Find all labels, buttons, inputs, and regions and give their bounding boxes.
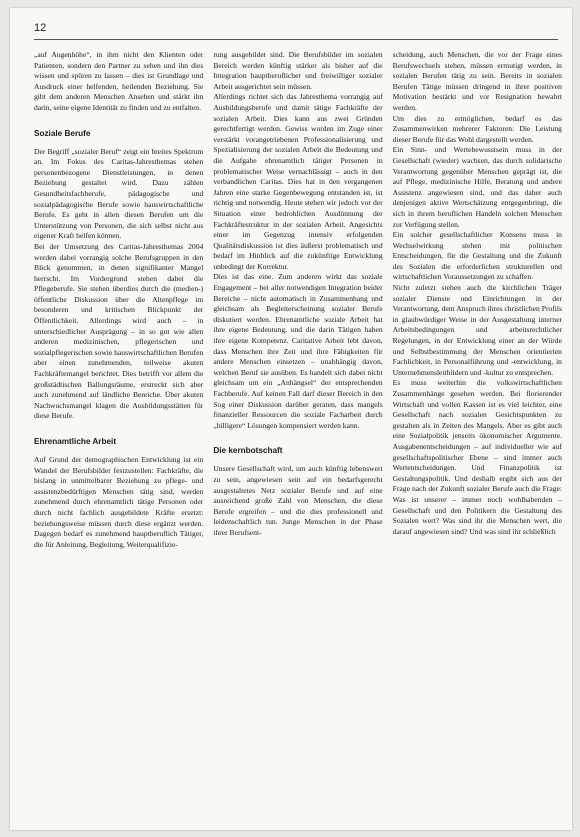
paragraph: rung ausgebildet sind. Die Berufsbilder im sozialen Bereich werden künftig stärker als bisher auf die Integration hauptberuflicher und freiwilliger sozialer Arbeit ausgerichtet sein müssen. xyxy=(213,50,383,91)
section-heading-kernbotschaft: Die kernbotschaft xyxy=(213,446,283,456)
section-heading-ehrenamtliche-arbeit: Ehrenamtliche Arbeit xyxy=(34,437,117,446)
paragraph: Nicht zuletzt stehen auch die kirchlichen Träger sozialer Dienste und Einrichtungen in der Verantwortung, dem Anspruch ihres christlichen Profils in glaubwürdiger Weise in der Ausgestaltung interner Arbeitsbedingungen und arbeitsrechtlicher Regelungen, in der Entwicklung einer an der Würde und Selbstbestimmung der Menschen orientierten Fachlichkeit, in Personalführung und -entwicklung, in Unternehmensleitbildern und -kultur zu entsprechen. xyxy=(392,283,562,377)
paragraph: scheidung, auch Menschen, die vor der Frage eines Berufswechsels stehen, müssen ermutigt werden, in sozialen Berufen tätig zu sein. Bereits in sozialen Berufen Tätige müssen dringend in ihrer positiven Motivation bestärkt und vor Resignation bewahrt werden. xyxy=(392,50,562,112)
paragraph: Es muss weiterhin die volkswirtschaftlichen Zusammenhänge gesehen werden. Bei florierender Wirtschaft und vollen Kassen ist es viel leichter, eine Gesellschaft nach sozialen Gesichtspunkten zu gestalten als in Zeiten des Mangels. Aber es gibt auch eine Sozialpolitik jenseits ökonomischer Argumente. Ausgabenentscheidungen – auf individueller wie auf gesellschaftspolitischer Ebene – sind immer auch Wertentscheidungen. Und Finanzpolitik ist Gestaltungspolitik. Und deshalb ergibt sich aus der Frage nach der Zukunft sozialer Berufe auch die Frage: Was ist unserer – immer noch wohlhabenden – Gesellschaft und den Politikern die Gestaltung des Sozialen wert? Was sind ihr die Menschen wert, die darauf angewiesen sind? Und was sind ihr schließlich xyxy=(392,378,562,536)
text-columns xyxy=(34,50,562,822)
paragraph: Allerdings richtet sich das Jahresthema vorrangig auf Ausbildungsberufe und damit tätige Fachkräfte der sozialen Arbeit. Dies kann aus zwei Gründen gerechtfertigt werden. Gewiss wurden im Zuge einer verstärkt vorangetriebenen Professionalisierung und Spezialisierung der sozialen Arbeit die Bedeutung und die Aufgabe ehrenamtlich tätiger Personen in problematischer Weise vernachlässigt – auch in den verbandlichen Caritas. Dies hat in den vergangenen Jahren eine starke Gegenbewegung entstanden ist, ist richtig und notwendig. Heute stehen wir jedoch vor der Situation einer bedrohlichen Ausdünnung der Fachkräftestruktur in der sozialen Arbeit. Angesichts einer im Gegenzug intensiv erfolgenden Qualitätsdiskussion ist dies äußerst problematisch und bedarf im Hinblick auf die zukünftige Entwicklung unbedingt der Korrektur. xyxy=(213,92,383,271)
column-1 xyxy=(34,50,203,822)
column-3 xyxy=(393,50,562,822)
document-page xyxy=(10,8,572,830)
paragraph: Bei der Umsetzung des Caritas-Jahresthemas 2004 werden dabei vorrangig solche Berufsgruppen in den Blick genommen, in denen signifikanter Mangel herrscht. Im Vordergrund stehen dabei die Pflegeberufe. Sie stehen überdies durch die (medien-) öffentliche Diskussion über die Altenpflege im besonderen und kritischen Blickpunkt der Öffentlichkeit. Allerdings wird auch – in unterschiedlicher Ausprägung – in so gut wie allen anderen medizinischen, pflegerischen und sozialpflegerischen sowie hauswirtschaftlichen Berufen aber einen zunehmenden, teilweise akuten Fachkräftemangel berichtet. Dies betrifft vor allem die großstädtischen Ballungsräume, erstreckt sich aber auch zunehmend auf ländliche Bereiche. Über akuten Nachwuchsmangel klagen die Ausbildungsstätten für diese Berufe. xyxy=(34,241,204,421)
paragraph: Ein solcher gesellschaftlicher Konsens muss in Wechselwirkung stehen mit politischen Entscheidungen, für die Gestaltung und die Zukunft des Sozialen die erforderlichen strukturellen und wirtschaftlichen Voraussetzungen zu schaffen. xyxy=(392,230,562,282)
paragraph: Unsere Gesellschaft wird, um auch künftig lebenswert zu sein, angewiesen sein auf ein bedarfsgerecht ausgestaltetes Netz sozialer Berufe und auf eine ausreichend große Zahl von Menschen, die diese Berufe ergreifen – und die dies professionell und leidenschaftlich tun. Junge Menschen in der Phase ihrer Berufsent- xyxy=(213,464,383,537)
header-rule xyxy=(34,39,558,40)
paragraph: Ein Sinn- und Wertebewusstsein muss in der Gesellschaft (wieder) wachsen, das durch solidarische Verantwortung gegenüber Menschen geprägt ist, die auf Pflege, medizinische Hilfe, Beratung und andere Assistenz angewiesen sind, und das daher auch denjenigen aktive Wertschätzung entgegenbringt, die sich in ihrem beruflichen Handeln solchen Menschen zur Verfügung stellen. xyxy=(392,145,562,229)
section-heading-soziale-berufe: Soziale Berufe xyxy=(34,128,91,138)
paragraph: Dies ist das eine. Zum anderen wirkt das soziale Engagement – bei aller notwendigen Integration beider Bereiche – nicht automatisch in Zusammenhang und gleichsam als Begleiterscheinung sozialer Berufe diskutiert werden. Ehrenamtliche soziale Arbeit hat ihre eigene Bedeutung, und die darin Tätigen haben ihre eigene Kompetenz. Caritative Arbeit lebt davon, dass Menschen ihre Zeit und ihre Fähigkeiten für andere Menschen einsetzen – unabhängig davon, welchen Beruf sie ausüben. Es handelt sich dabei nicht gleichsam um ein „Anhängsel“ der entsprechenden Fachberufe. Auf keinen Fall darf dieser Bereich in den Sog einer Diskussion darüber geraten, dass mangels finanzieller Ressourcen die soziale Facharbeit durch „billigere“ Lösungen kompensiert werden kann. xyxy=(213,272,383,430)
paragraph: Um dies zu ermöglichen, bedarf es das Zusammenwirken mehrerer Faktoren: Die Leistung dieser Berufe für das Wohl dargestellt werden. xyxy=(392,113,562,144)
paragraph: „auf Augenhöhe“, in ihm nicht den Klienten oder Patienten, sondern den Partner zu sehen und ihn dies wissen und spüren zu lassen – dies ist Grundlage und Ausdruck einer helfenden, heilenden Beziehung. Sie gibt dem anderen Menschen Ansehen und stärkt ihn darin, seine eigene Identität zu finden und zu entfalten. xyxy=(34,50,204,112)
column-2 xyxy=(213,50,382,822)
paragraph: Auf Grund der demographischen Entwicklung ist ein Wandel der Berufsbilder festzustellen: Fachkräfte, die bislang in unmittelbarer Beziehung zu pflege- und assistenzbedürftigen Menschen tätig sind, werden zunehmend durch ehrenamtlich tätige Personen oder durch nicht fachlich ausgebildete Kräfte ersetzt: beziehungsweise müssen durch diese ergänzt werden. Dagegen bedarf es zunehmend hauptberuflich Tätiger, die für Anleitung, Begleitung, Weiterqualifizie- xyxy=(34,455,204,549)
page-number: 12 xyxy=(34,22,47,34)
paragraph: Der Begriff „sozialer Beruf“ zeigt ein breites Spektrum an. Im Fokus des Caritas-Jahresthemas stehen personenbezogene Dienstleistungen, in denen Beziehung gestaltet wird. Dazu zählen Gesundheitsfachberufe, pädagogische und sozialpädagogische Berufe sowie hauswirtschaftliche Berufe. Es geht in allen diesen Berufen um die Unterstützung von Personen, die sich selbst nicht aus eigener Kraft helfen können. xyxy=(34,146,204,241)
